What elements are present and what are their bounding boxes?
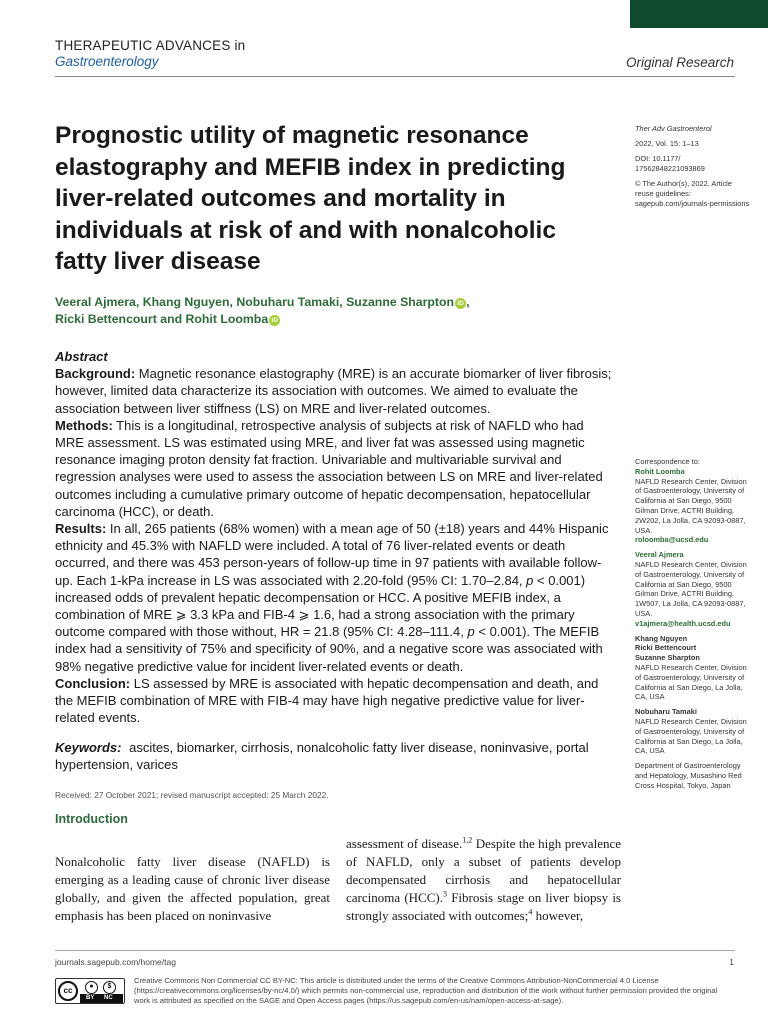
abstract-methods bbox=[55, 417, 615, 520]
cc-license-badge[interactable] bbox=[55, 978, 125, 1004]
orcid-icon[interactable]: iD bbox=[269, 315, 280, 326]
conclusion-label: Conclusion: bbox=[55, 675, 131, 691]
citation-link[interactable]: 4 bbox=[528, 907, 533, 917]
doi-label: DOI: 10.1177/ bbox=[635, 154, 681, 163]
header-divider bbox=[55, 76, 735, 77]
authors-line-1: Veeral Ajmera, Khang Nguyen, Nobuharu Tamaki, Suzanne Sharpton bbox=[55, 295, 455, 309]
intro-text: however, bbox=[532, 908, 584, 923]
introduction-column-2 bbox=[346, 835, 621, 925]
results-label: Results: bbox=[55, 521, 107, 537]
abstract-background bbox=[55, 365, 615, 417]
keywords-text: ascites, biomarker, cirrhosis, nonalcoholic fatty liver disease, noninvasive, portal hypertension, varices bbox=[55, 740, 589, 773]
intro-text: assessment of disease. bbox=[346, 836, 463, 851]
page-number: 1 bbox=[729, 957, 734, 967]
corr-address: NAFLD Research Center, Division of Gastroenterology, University of California at San Diego, 9500 Gilman Drive, ACTRI Building, 1W507, La Jolla, CA 92093-0887, USA. bbox=[635, 559, 747, 618]
corr-name: Ricki Bettencourt bbox=[635, 643, 697, 653]
copyright: © The Author(s), 2022. Article reuse guidelines: sagepub.com/journals-permissions bbox=[635, 179, 750, 208]
corr-name: Suzanne Sharpton bbox=[635, 653, 700, 663]
citation-link[interactable]: 3 bbox=[442, 889, 447, 899]
introduction-heading: Introduction bbox=[55, 812, 128, 826]
email-link[interactable]: roloomba@ucsd.edu bbox=[635, 535, 709, 545]
correspondence-label: Correspondence to: bbox=[635, 457, 700, 466]
journal-name: THERAPEUTIC ADVANCES in bbox=[55, 38, 246, 53]
corr-address: Department of Gastroenterology and Hepatology, Musashino Red Cross Hospital, Tokyo, Japan bbox=[635, 761, 742, 790]
license-text: Creative Commons Non Commercial CC BY-NC: This article is distributed under the terms of the Creative Commons Attribution-NonCommercial 4.0 License (https://creativecommons.org/licenses/by-nc/4.0/) which permits non-commercial use, reproduction and distribution of the work without further permission provided the original work is attributed as specified on the SAGE and Open Access pages (https://us.sagepub.com/en-us/nam/open-access-at-sage). bbox=[134, 976, 718, 1005]
received-dates: Received: 27 October 2021; revised manuscript accepted: 25 March 2022. bbox=[55, 790, 329, 800]
author-list bbox=[55, 294, 615, 328]
article-metadata bbox=[635, 124, 750, 214]
authors-line-2: Ricki Bettencourt and Rohit Loomba bbox=[55, 312, 269, 326]
corr-name-loomba: Rohit Loomba bbox=[635, 466, 685, 476]
abstract-results bbox=[55, 520, 615, 675]
article-type: Original Research bbox=[625, 55, 734, 70]
keywords-label: Keywords: bbox=[55, 740, 122, 755]
corr-address: NAFLD Research Center, Division of Gastroenterology, University of California at San Diego, La Jolla, CA, USA bbox=[635, 716, 747, 756]
results-text-c: < 0.001). The MEFIB index had a sensitivity of 75% and specificity of 90%, and a negative score was associated with 98% negative predictive value for incident liver-related events or death. bbox=[55, 624, 603, 674]
doi[interactable] bbox=[635, 154, 750, 174]
by-label: BY bbox=[86, 995, 95, 1001]
background-text: Magnetic resonance elastography (MRE) is an accurate biomarker of liver fibrosis; however, limited data characterize its association with outcomes. We aimed to evaluate the association between liver stiffness (LS) on MRE and liver-related outcomes. bbox=[55, 366, 612, 416]
orcid-icon[interactable]: iD bbox=[455, 298, 466, 309]
results-text-b: < 0.001) increased odds of prevalent hepatic decompensation or HCC. A positive MEFIB index, a combination of MRE ⩾ 3.3 kPa and FIB-4 ⩾ 1.6, had a strong association with the primary outcome compared with those without, HR = 21.8 (95% CI: 4.28–111.4, bbox=[55, 572, 586, 640]
doi-value: 17562848221093869 bbox=[635, 164, 705, 173]
corr-name-ajmera: Veeral Ajmera bbox=[635, 550, 684, 560]
abstract-heading: Abstract bbox=[55, 349, 108, 364]
journal-subtitle[interactable]: Gastroenterology bbox=[55, 54, 159, 69]
journal-abbrev: Ther Adv Gastroenterol bbox=[635, 124, 712, 133]
corr-address: NAFLD Research Center, Division of Gastroenterology, University of California at San Diego, 9500 Gilman Drive, ACTRI Building, 2W202, La Jolla, CA 92093-0887, USA. bbox=[635, 476, 747, 535]
citation-link[interactable]: 1,2 bbox=[462, 835, 473, 845]
p-value-symbol: p bbox=[526, 572, 534, 588]
intro-text: Despite the high prevalence of NAFLD, only a subset of patients develop decompensated cirrhosis and hepatocellular carcinoma (HCC). bbox=[346, 836, 622, 905]
methods-label: Methods: bbox=[55, 417, 113, 433]
nc-label: NC bbox=[104, 995, 113, 1001]
creative-commons-icon: cc bbox=[58, 981, 78, 1001]
journal-url-link[interactable]: journals.sagepub.com/home/tag bbox=[55, 957, 176, 967]
conclusion-text: LS assessed by MRE is associated with hepatic decompensation and death, and the MEFIB combination of MRE with FIB-4 may have high negative predictive value for liver-related events. bbox=[55, 675, 599, 726]
methods-text: This is a longitudinal, retrospective analysis of subjects at risk of NAFLD who had MRE assessment. LS was estimated using MRE, and liver fat was assessed using magnetic resonance imaging proton density fat fraction. Univariable and multivariable survival and regression analyses were used to assess the association between LS on MRE and liver-related outcomes including a cumulative primary outcome of hepatic decompensation, hepatocellular carcinoma (HCC), or death. bbox=[55, 417, 603, 519]
background-label: Background: bbox=[55, 366, 136, 382]
article-title: Prognostic utility of magnetic resonance elastography and MEFIB index in predicting liver-related outcomes and mortality in individuals at risk of and with nonalcoholic fatty liver disease bbox=[55, 122, 566, 275]
results-text-a: In all, 265 patients (68% women) with a mean age of 50 (±18) years and 44% Hispanic ethnicity and 45.3% with NAFLD were included. A total of 76 liver-related events or death occurred, and there was 453 person-years of follow-up time in 97 patients with available follow-up. Each 1-kPa increase in LS was associated with 2.20-fold (95% CI: 1.70–2.84, bbox=[55, 521, 609, 588]
footer-divider bbox=[55, 950, 735, 951]
noncommercial-icon: $ bbox=[103, 981, 116, 994]
attribution-icon: ● bbox=[85, 981, 98, 994]
p-value-symbol: p bbox=[467, 624, 475, 640]
introduction-column-1: Nonalcoholic fatty liver disease (NAFLD) is emerging as a leading cause of chronic liver disease globally, and given the affected population, great emphasis has been placed on noninvasive bbox=[55, 854, 330, 923]
authors-line-1-tail: , bbox=[466, 295, 470, 309]
header-color-block bbox=[630, 0, 768, 28]
corr-name-tamaki: Nobuharu Tamaki bbox=[635, 707, 697, 717]
license-bar bbox=[80, 994, 123, 1003]
corr-name: Khang Nguyen bbox=[635, 633, 688, 643]
correspondence bbox=[635, 457, 753, 791]
abstract bbox=[55, 348, 615, 726]
keywords bbox=[55, 739, 615, 773]
volume-info: 2022, Vol. 15: 1–13 bbox=[635, 139, 699, 148]
corr-address: NAFLD Research Center, Division of Gastroenterology, University of California at San Diego, La Jolla, CA, USA bbox=[635, 662, 747, 702]
intro-text: Fibrosis stage on liver biopsy is strongly associated with outcomes; bbox=[346, 890, 621, 923]
email-link[interactable]: v1ajmera@health.ucsd.edu bbox=[635, 618, 731, 628]
abstract-conclusion bbox=[55, 675, 615, 727]
